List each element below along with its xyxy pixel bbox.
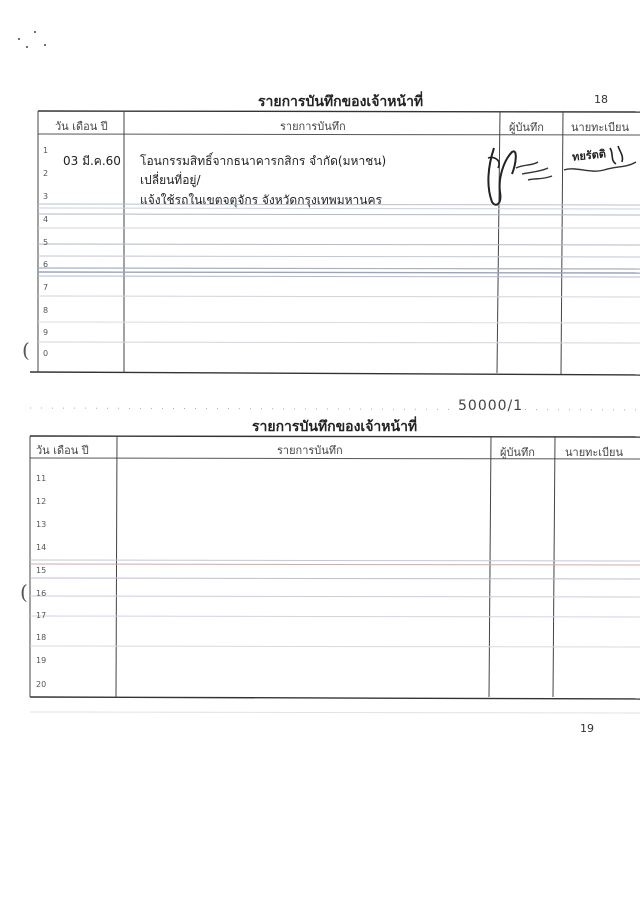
row-number: 17	[36, 611, 47, 620]
page-title-top: รายการบันทึกของเจ้าหน้าที่	[258, 94, 424, 110]
header-registrar: นายทะเบียน	[571, 121, 630, 134]
row-number: 13	[36, 520, 47, 529]
binding-mark: (	[20, 580, 28, 604]
header-recorder: ผู้บันทึก	[509, 121, 544, 134]
registrar-stamp-text: ทยรัตติ	[571, 147, 607, 164]
header-date: วัน เดือน ปี	[55, 120, 108, 133]
serial-fragment: 50000/1	[458, 398, 524, 414]
header-registrar: นายทะเบียน	[565, 446, 624, 459]
row-number: 20	[36, 680, 47, 689]
binding-mark: (	[22, 338, 30, 362]
row-number: 1	[43, 146, 49, 155]
row-number: 9	[43, 328, 49, 337]
header-recorder: ผู้บันทึก	[500, 446, 535, 459]
entry-line: โอนกรรมสิทธิ์จากธนาคารกสิกร จำกัด(มหาชน)	[140, 154, 387, 168]
row-number: 16	[36, 589, 47, 598]
row-number: 0	[43, 349, 49, 358]
row-number: 18	[36, 633, 47, 642]
row-number: 2	[43, 169, 49, 178]
row-number: 3	[43, 192, 49, 201]
page-title-bottom: รายการบันทึกของเจ้าหน้าที่	[252, 419, 418, 435]
entry-line: เปลี่ยนที่อยู่/	[140, 173, 201, 187]
header-entry: รายการบันทึก	[280, 120, 346, 133]
entry-date: 03 มี.ค.60	[63, 154, 121, 168]
page-number-top: 18	[594, 93, 608, 106]
entry-line: แจ้งใช้รถในเขตจตุจักร จังหวัดกรุงเทพมหานคร	[140, 193, 382, 207]
row-number: 8	[43, 306, 49, 315]
row-number: 19	[36, 656, 47, 665]
page-number-bottom: 19	[580, 722, 594, 735]
row-number: 4	[43, 215, 49, 224]
row-number: 11	[36, 474, 47, 483]
row-number: 12	[36, 497, 47, 506]
header-date: วัน เดือน ปี	[36, 444, 89, 457]
row-number: 6	[43, 260, 49, 269]
row-number: 7	[43, 283, 49, 292]
row-number: 15	[36, 566, 47, 575]
row-number: 14	[36, 543, 47, 552]
header-entry: รายการบันทึก	[277, 444, 343, 457]
row-number: 5	[43, 238, 49, 247]
